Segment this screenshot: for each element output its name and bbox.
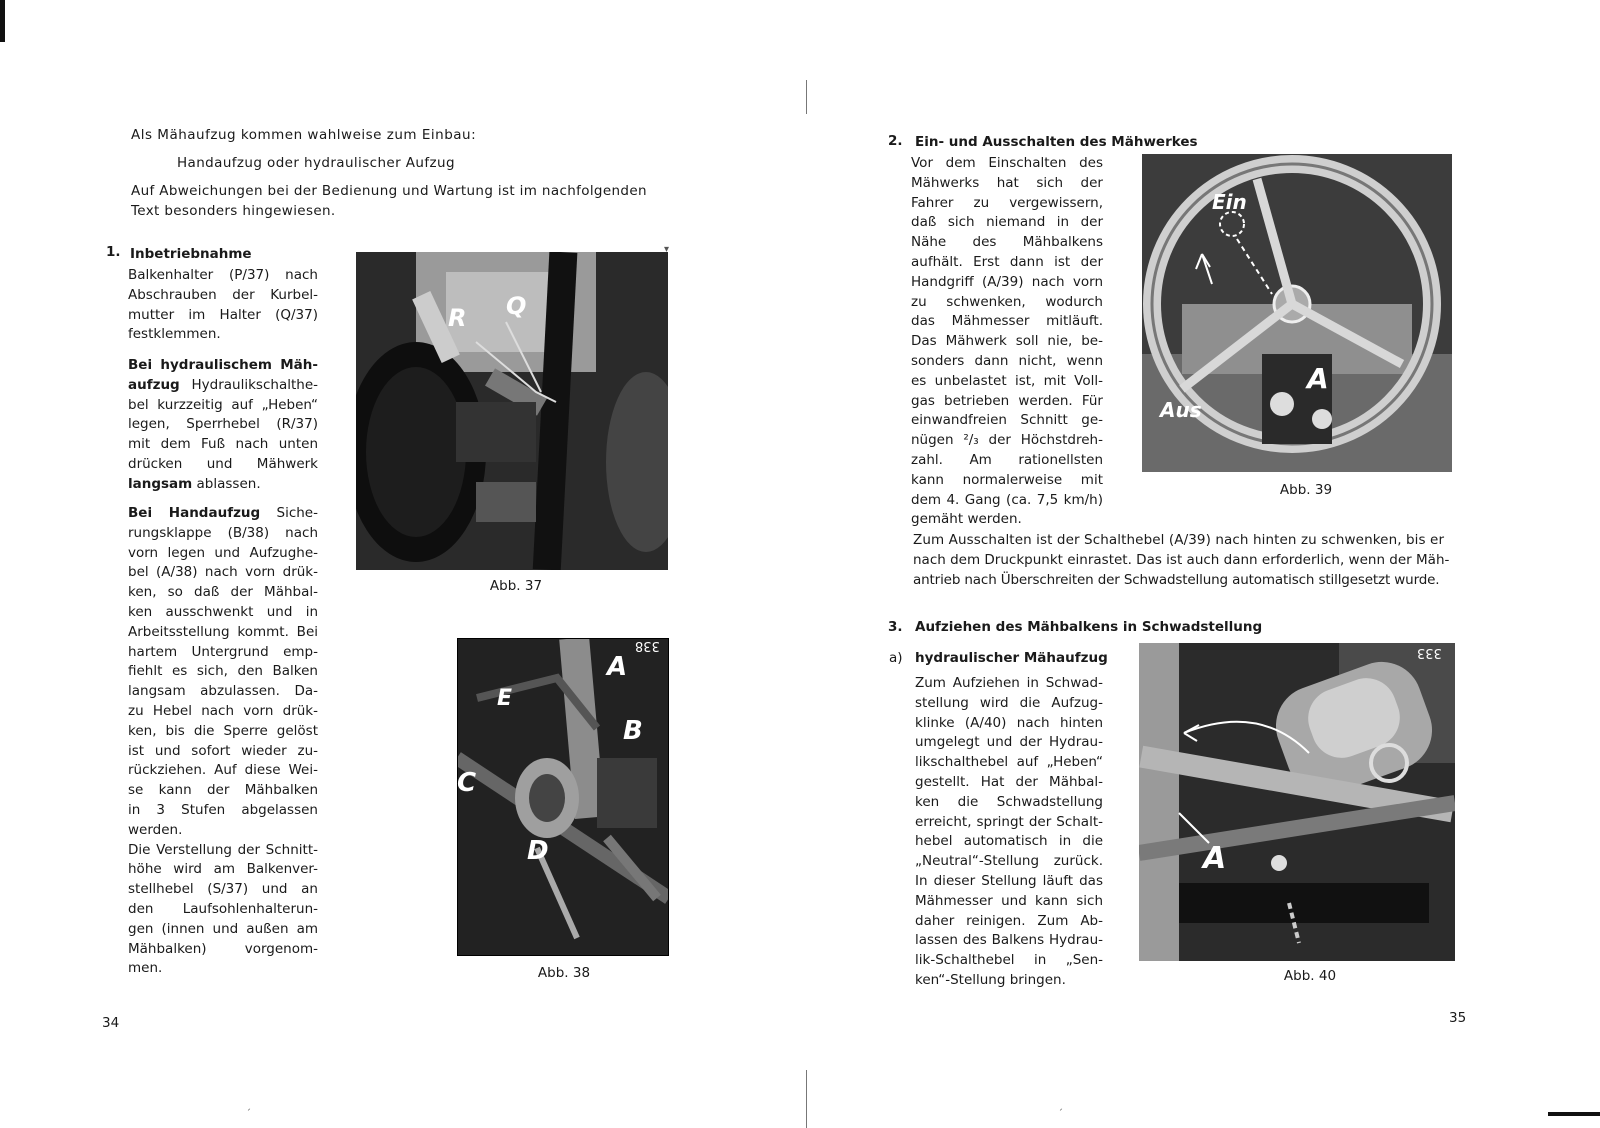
section-2-title: Ein- und Ausschalten des Mähwerkes [915,134,1198,150]
intro-line-4: Text besonders hingewiesen. [131,203,336,219]
page-gutter-bottom [806,1070,807,1128]
figure-40-photo [1139,643,1455,961]
subsection-a-title: hydraulischer Mähaufzug [915,650,1108,666]
section-1-number: 1. [106,244,121,260]
figure-38-label-c: C [457,768,477,798]
section-3-title: Aufziehen des Mähbalkens in Schwadstellung [915,619,1263,635]
scan-speck: ˏ [1058,1100,1063,1111]
paragraph-handaufzug: Bei Handaufzug Siche- rungsklappe (B/38) nach vorn legen und Aufzughe- bel (A/38) nach vorn drük- ken, so daß der Mähbal- ken ausschwenkt und in Arbeitsstellung kommt. Bei hartem Untergrund emp- fiehlt es sich, den Balken langsam abzulassen. Da- zu Hebel nach vorn drük- ken, bis die Sperre gelöst ist und sofort wieder zu- rückziehen. Auf diese Wei- se kann der Mähbalken in 3 Stufen abgelassen werden. Die Verstellung der Schnitt- höhe wird am Balkenver- stellhebel (S/37) und an den Laufsohlenhalterun- gen (innen und außen am Mähbalken) vorgenom- men. [128,505,318,977]
paragraph-einschalten: Vor dem Einschalten des Mähwerks hat sich der Fahrer zu vergewissern, daß sich niemand in der Nähe des Mähbalkens aufhält. Erst dann ist der Handgriff (A/39) nach vorn zu schwenken, wodurch das Mähmesser mitläuft. Das Mähwerk soll nie, be- sonders dann nicht, wenn es unbelastet ist, mit Voll- gas betrieben werden. Für einwandfreien Schnitt ge- nügen ²/₃ der Höchstdreh- zahl. Am rationellsten kann normalerweise mit dem 4. Gang (ca. 7,5 km/h) gemäht werden. [911,155,1103,528]
figure-38-label-d: D [527,836,549,866]
figure-40-caption: Abb. 40 [1283,968,1337,984]
intro-line-2: Handaufzug oder hydraulischer Aufzug [177,155,455,171]
ausschalten-line-2: nach dem Druckpunkt einrastet. Das ist auch dann erforderlich, wenn der Mäh- [913,552,1450,568]
figure-38-label-e: E [497,686,513,711]
figure-37-photo [356,252,668,570]
figure-37-caption: Abb. 37 [489,578,543,594]
ausschalten-line-1: Zum Ausschalten ist der Schalthebel (A/39) nach hinten zu schwenken, bis er [913,532,1445,548]
section-3-number: 3. [888,619,903,635]
figure-39-label-ein: Ein [1212,190,1247,214]
intro-line-1: Als Mähaufzug kommen wahlweise zum Einbau: [131,127,477,143]
scan-speck: ▾ [664,244,670,255]
section-1-title: Inbetriebnahme [130,246,252,262]
figure-38-photo [457,638,669,956]
figure-37-label-q: Q [506,292,527,320]
figure-38-label-a: A [607,652,628,682]
figure-37-label-r: R [448,304,467,332]
paragraph-hydraulic: Bei hydraulischem Mäh- aufzug Hydraulikschalthe- bel kurzzeitig auf „Heben“ legen, Sperrhebel (R/37) mit dem Fuß nach unten drücken und Mähwerk langsam ablassen. [128,357,318,492]
scan-speck: ˏ [246,1100,251,1111]
figure-38-caption: Abb. 38 [537,965,591,981]
figure-40-label-a: A [1203,841,1227,876]
figure-40-corner-number: 333 [1417,645,1442,660]
paragraph-aufziehen: Zum Aufziehen in Schwad- stellung wird die Aufzug- klinke (A/40) nach hinten umgelegt und der Hydrau- likschalthebel auf „Heben“ gestellt. Hat der Mähbal- ken die Schwadstellung erreicht, springt der Schalt- hebel automatisch in die „Neutral“-Stellung zurück. In dieser Stellung läuft das Mähmesser und kann sich daher reinigen. Zum Ab- lassen des Balkens Hydrau- lik-Schalthebel in „Sen- ken“-Stellung bringen. [915,675,1103,988]
page-number-right: 35 [1449,1010,1467,1026]
section-2-number: 2. [888,133,903,149]
figure-38-label-b: B [623,716,643,746]
figure-39-label-a: A [1307,362,1329,395]
scan-edge-mark-bottom [1548,1112,1600,1116]
paragraph-balkenhalter: Balkenhalter (P/37) nach Abschrauben der Kurbel- mutter im Halter (Q/37) festklemmen. [128,267,318,343]
ausschalten-line-3: antrieb nach Überschreiten der Schwadstellung automatisch stillgesetzt wurde. [913,572,1440,588]
page-gutter-top [806,80,807,114]
scan-edge-mark [0,0,5,42]
figure-39-label-aus: Aus [1160,398,1202,422]
figure-39-photo [1142,154,1452,472]
subsection-a-letter: a) [889,650,903,666]
figure-38-corner-number: 338 [635,638,660,653]
figure-39-caption: Abb. 39 [1279,482,1333,498]
intro-line-3: Auf Abweichungen bei der Bedienung und Wartung ist im nachfolgenden [131,183,647,199]
page-number-left: 34 [102,1015,120,1031]
